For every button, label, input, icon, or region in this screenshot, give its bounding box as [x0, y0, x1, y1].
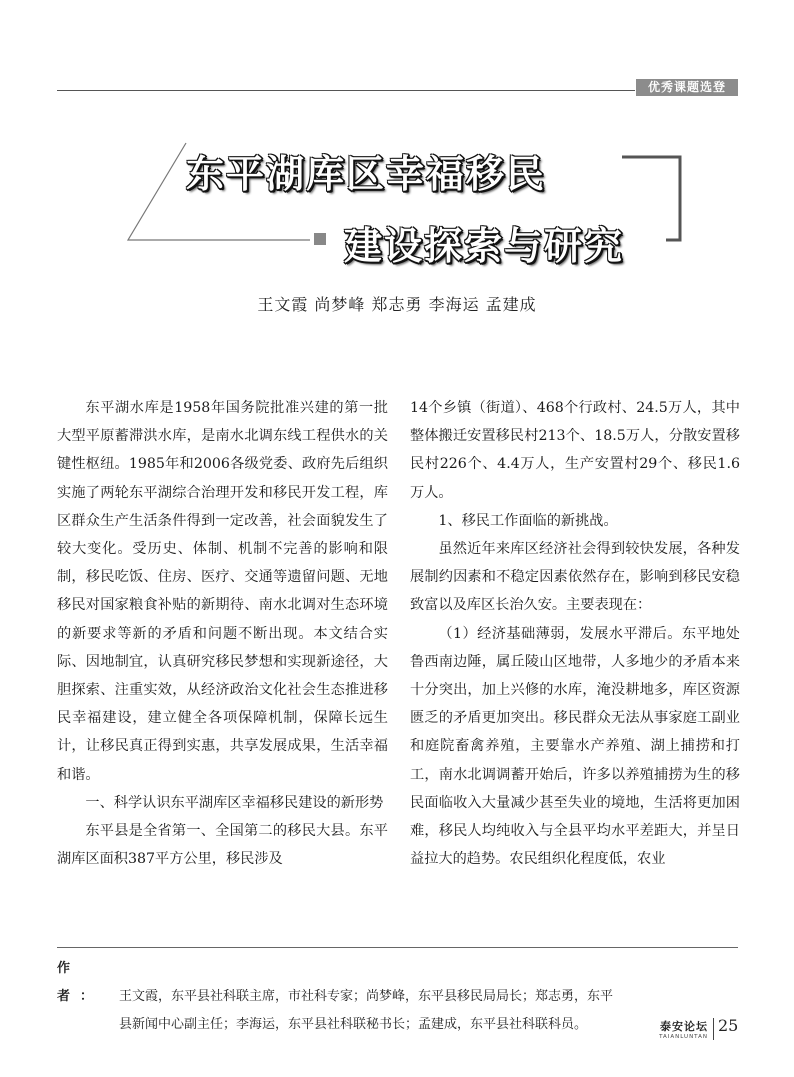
title-line-1: 东平湖库区幸福移民: [186, 152, 547, 196]
section-tag: 优秀课题选登: [636, 79, 738, 96]
paragraph: （1）经济基础薄弱，发展水平滞后。东平地处鲁西南边陲，属丘陵山区地带，人多地少的矛盾本来十分突出，加上兴修的水库，淹没耕地多，库区资源匮乏的矛盾更加突出。移民群众无法从事家庭工副业和庭院畜禽养殖，主要靠水产养殖、湖上捕捞和打工，南水北调调蓄开始后，许多以养殖捕捞为生的移民面临收入大量减少甚至失业的境地，生活将更加困难，移民人均纯收入与全县平均水平差距大，并呈日益拉大的趋势。农民组织化程度低，农业: [410, 625, 740, 868]
left-column: [57, 394, 388, 873]
author-info-line: 县新闻中心副主任；李海运，东平县社科联秘书长；孟建成，东平县社科联科员。: [119, 1017, 588, 1032]
paragraph: 东平县是全省第一、全国第二的移民大县。东平湖库区面积387平方公里，移民涉及: [57, 823, 388, 868]
journal-name-en: TAIANLUNTAN: [659, 1034, 708, 1040]
journal-name-cn: 泰安论坛: [660, 1020, 708, 1033]
title-bullet: [314, 233, 326, 245]
paragraph: 14个乡镇（街道）、468个行政村、24.5万人，其中整体搬迁安置移民村213个、18.5万人，分散安置移民村226个、4.4万人，生产安置村29个、移民1.6万人。: [410, 400, 740, 501]
header-rule: [57, 90, 635, 91]
page-number: 25: [718, 1016, 739, 1035]
footer-rule: [57, 947, 738, 948]
author-info-line: 王文霞，东平县社科联主席，市社科专家；尚梦峰，东平县移民局局长；郑志勇，东平: [119, 989, 614, 1004]
paragraph: 东平湖水库是1958年国务院批准兴建的第一批大型平原蓄滞洪水库，是南水北调东线工程供水的关键性枢纽。1985年和2006各级党委、政府先后组织实施了两轮东平湖综合治理开发和移民开发工程，库区群众生产生活条件得到一定改善，社会面貌发生了较大变化。受历史、体制、机制不完善的影响和限制，移民吃饭、住房、医疗、交通等遗留问题、无地移民对国家粮食补贴的新期待、南水北调对生态环境的新要求等新的矛盾和问题不断出现。本文结合实际、因地制宜，认真研究移民梦想和实现新途径，大胆探索、注重实效，从经济政治文化社会生态推进移民幸福建设，建立健全各项保障机制，保障长远生计，让移民真正得到实惠，共享发展成果，生活幸福和谐。: [57, 400, 388, 783]
subsection-heading: 1、移民工作面临的新挑战。: [438, 512, 618, 529]
title-line-2: 建设探索与研究: [344, 224, 625, 268]
journal-name: [648, 1018, 708, 1040]
right-column: [410, 394, 740, 873]
paragraph: 虽然近年来库区经济社会得到较快发展，各种发展制约因素和不稳定因素依然存在，影响到移民安稳致富以及库区长治久安。主要表现在：: [410, 541, 740, 614]
authors: 王文霞 尚梦峰 郑志勇 李海运 孟建成: [257, 295, 537, 314]
page-number-divider: [713, 1018, 714, 1040]
author-info-label: 作 者：: [57, 961, 104, 1004]
author-info: [57, 955, 738, 1039]
section-heading: 一、科学认识东平湖库区幸福移民建设的新形势: [85, 794, 384, 811]
